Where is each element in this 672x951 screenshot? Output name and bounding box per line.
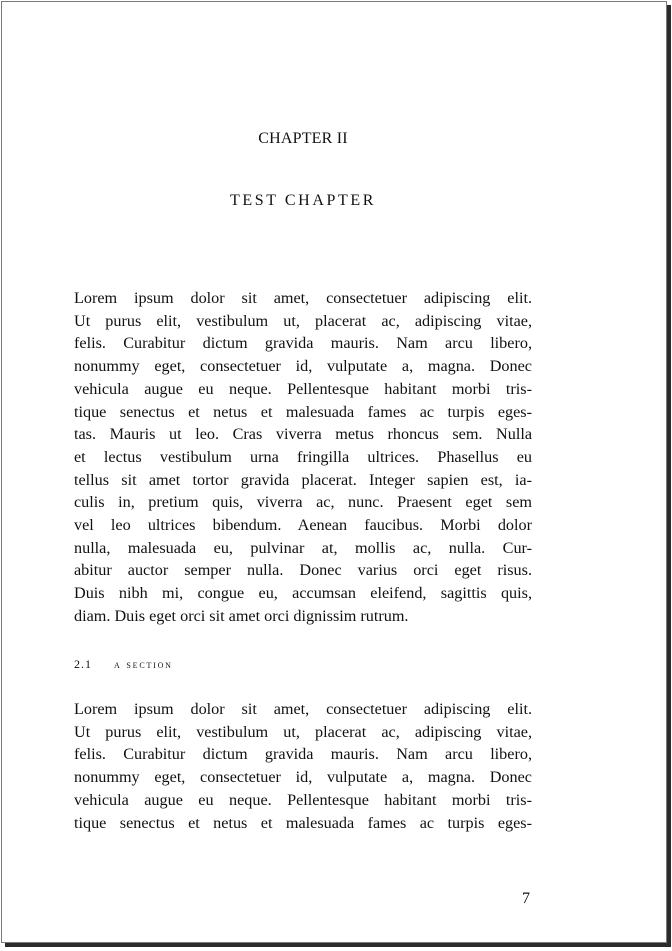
section-number: 2.1 — [74, 657, 92, 671]
paragraph-line: tas. Mauris ut leo. Cras viverra metus rhoncus sem. Nulla — [74, 425, 532, 444]
paragraph-line: nonummy eget, consectetuer id, vulputate a, magna. Donec — [74, 768, 532, 787]
paragraph-line: vehicula augue eu neque. Pellentesque habitant morbi tris- — [74, 790, 532, 809]
paragraph-line: nulla, malesuada eu, pulvinar at, mollis ac, nulla. Cur- — [74, 538, 532, 557]
paragraph-line: abitur auctor semper nulla. Donec varius orci eget risus. — [74, 561, 532, 580]
paragraph-line: tique senectus et netus et malesuada fames ac turpis eges- — [74, 402, 532, 421]
paragraph-line: et lectus vestibulum urna fringilla ultrices. Phasellus eu — [74, 447, 532, 466]
paragraph-line: tique senectus et netus et malesuada fames ac turpis eges- — [74, 813, 532, 832]
section-heading — [74, 657, 173, 672]
paragraph-line: Ut purus elit, vestibulum ut, placerat ac, adipiscing vitae, — [74, 311, 532, 330]
paragraph-line: nonummy eget, consectetuer id, vulputate a, magna. Donec — [74, 357, 532, 376]
paragraph-line: vel leo ultrices bibendum. Aenean faucibus. Morbi dolor — [74, 516, 532, 535]
paragraph-line: Ut purus elit, vestibulum ut, placerat ac, adipiscing vitae, — [74, 722, 532, 741]
paragraph-line: vehicula augue eu neque. Pellentesque habitant morbi tris- — [74, 379, 532, 398]
document-page — [1, 1, 667, 943]
paragraph-line: felis. Curabitur dictum gravida mauris. Nam arcu libero, — [74, 334, 532, 353]
body-paragraph-2 — [74, 698, 532, 834]
chapter-title: TEST CHAPTER — [229, 192, 377, 209]
paragraph-line: culis in, pretium quis, viverra ac, nunc. Praesent eget sem — [74, 493, 532, 512]
paragraph-line: Lorem ipsum dolor sit amet, consectetuer adipiscing elit. — [74, 289, 532, 307]
body-paragraph-1 — [74, 287, 532, 628]
paragraph-line: diam. Duis eget orci sit amet orci dignissim rutrum. — [74, 606, 409, 625]
section-title: a section — [114, 657, 173, 671]
chapter-number: CHAPTER II — [258, 130, 348, 147]
paragraph-line: tellus sit amet tortor gravida placerat. Integer sapien est, ia- — [74, 470, 532, 489]
paragraph-line: felis. Curabitur dictum gravida mauris. Nam arcu libero, — [74, 745, 532, 764]
page-number: 7 — [522, 890, 530, 907]
paragraph-line: Lorem ipsum dolor sit amet, consectetuer adipiscing elit. — [74, 700, 532, 718]
paragraph-line: Duis nibh mi, congue eu, accumsan eleifend, sagittis quis, — [74, 584, 532, 603]
